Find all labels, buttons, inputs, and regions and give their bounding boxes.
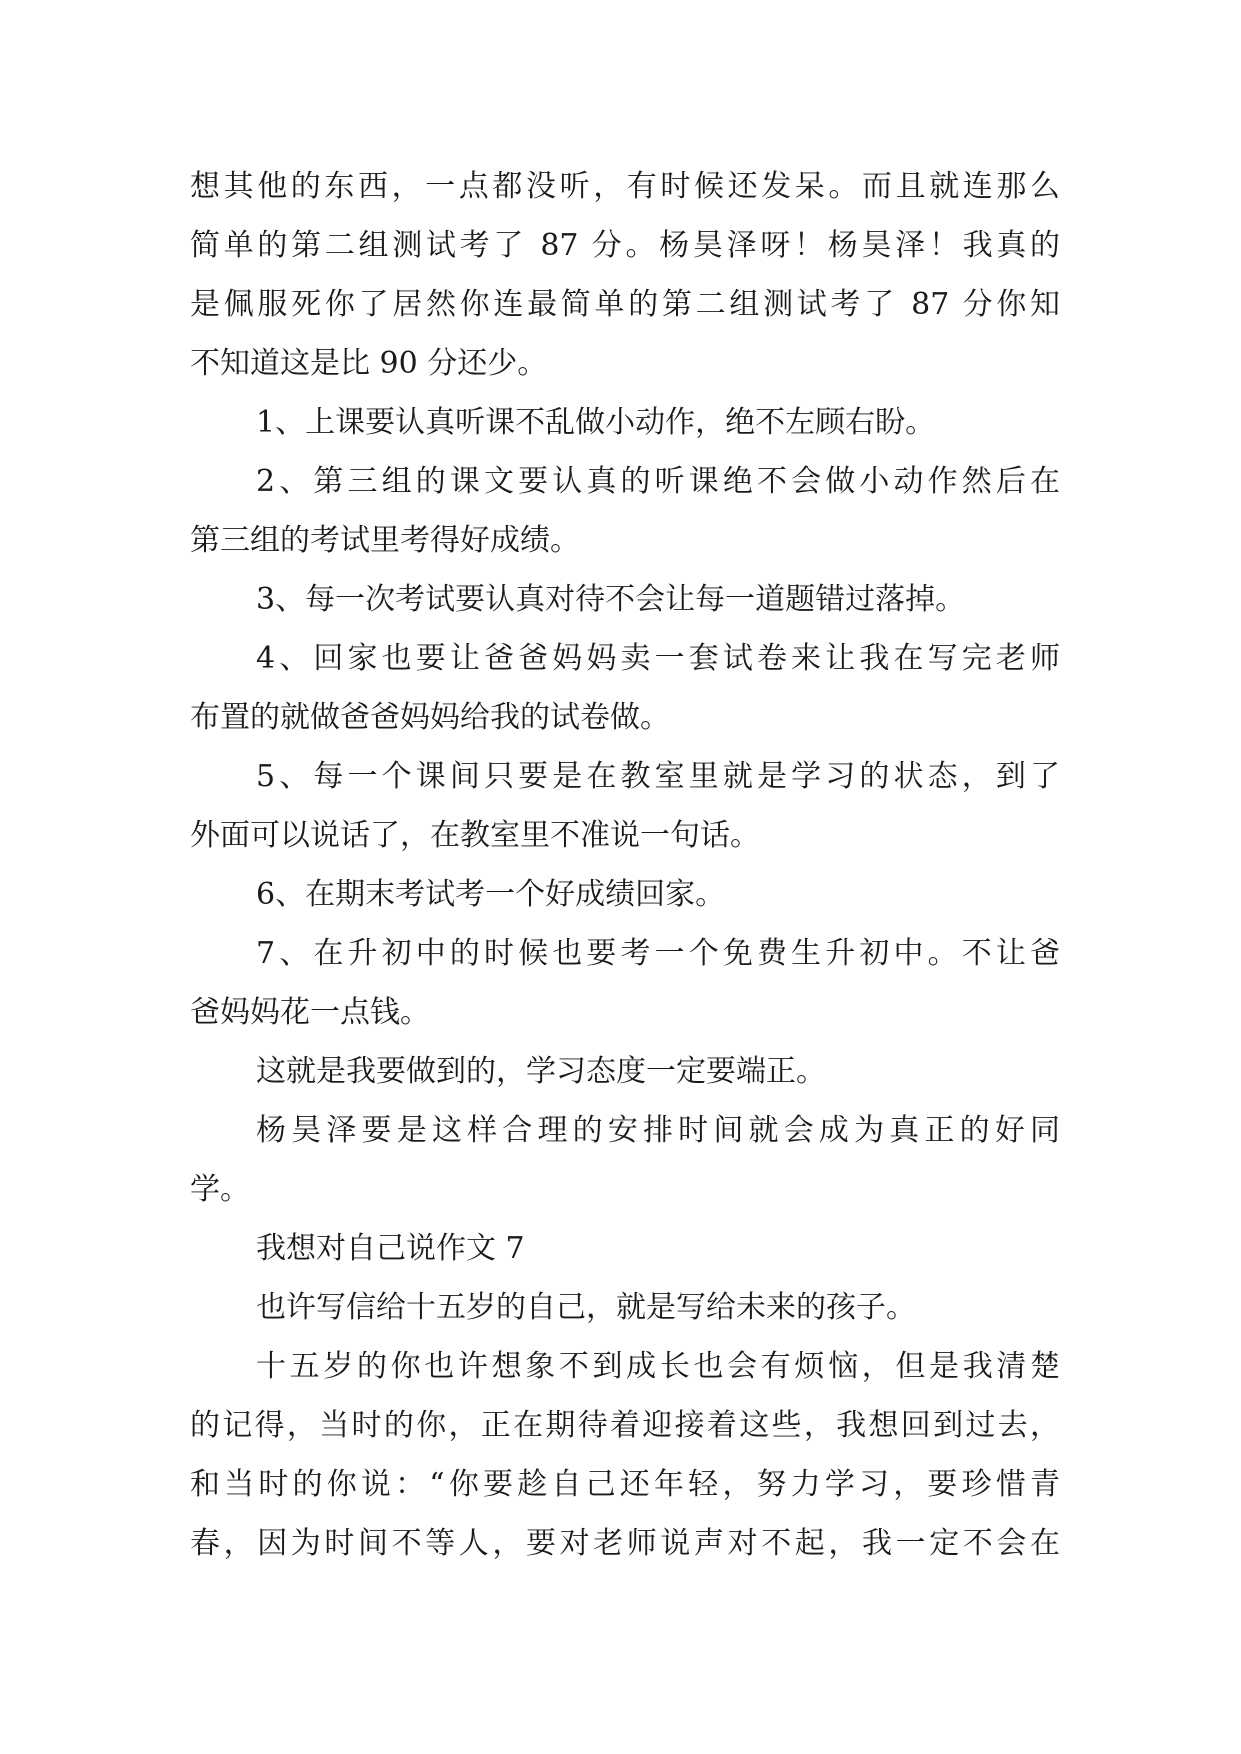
paragraph-line: 春，因为时间不等人，要对老师说声对不起，我一定不会在 — [190, 1526, 1060, 1561]
paragraph-line: 十五岁的你也许想象不到成长也会有烦恼，但是我清楚 — [256, 1349, 1060, 1384]
list-item-4: 4、回家也要让爸爸妈妈卖一套试卷来让我在写完老师 — [256, 641, 1060, 676]
list-item-2: 2、第三组的课文要认真的听课绝不会做小动作然后在 — [256, 464, 1060, 499]
list-item-2-continued: 第三组的考试里考得好成绩。 — [190, 523, 580, 558]
list-item-7: 7、在升初中的时候也要考一个免费生升初中。不让爸 — [256, 936, 1060, 971]
list-item-6: 6、在期末考试考一个好成绩回家。 — [256, 877, 726, 912]
paragraph-line: 是佩服死你了居然你连最简单的第二组测试考了 87 分你知 — [190, 287, 1060, 322]
paragraph-line: 学。 — [190, 1172, 250, 1207]
list-item-5-continued: 外面可以说话了，在教室里不准说一句话。 — [190, 818, 760, 853]
paragraph-line: 这就是我要做到的，学习态度一定要端正。 — [256, 1054, 826, 1089]
list-item-4-continued: 布置的就做爸爸妈妈给我的试卷做。 — [190, 700, 670, 735]
list-item-1: 1、上课要认真听课不乱做小动作，绝不左顾右盼。 — [256, 405, 936, 440]
paragraph-line: 简单的第二组测试考了 87 分。杨昊泽呀！杨昊泽！我真的 — [190, 228, 1060, 263]
paragraph-line: 的记得，当时的你，正在期待着迎接着这些，我想回到过去， — [190, 1408, 1060, 1443]
list-item-3: 3、每一次考试要认真对待不会让每一道题错过落掉。 — [256, 582, 966, 617]
paragraph-line: 杨昊泽要是这样合理的安排时间就会成为真正的好同 — [256, 1113, 1060, 1148]
paragraph-line: 也许写信给十五岁的自己，就是写给未来的孩子。 — [256, 1290, 916, 1325]
list-item-7-continued: 爸妈妈花一点钱。 — [190, 995, 430, 1030]
paragraph-line: 想其他的东西，一点都没听，有时候还发呆。而且就连那么 — [190, 169, 1060, 204]
list-item-5: 5、每一个课间只要是在教室里就是学习的状态，到了 — [256, 759, 1060, 794]
section-heading: 我想对自己说作文 7 — [256, 1231, 525, 1266]
paragraph-line: 和当时的你说：“你要趁自己还年轻，努力学习，要珍惜青 — [190, 1467, 1060, 1502]
paragraph-line: 不知道这是比 90 分还少。 — [190, 346, 548, 381]
document-page — [190, 0, 1060, 1754]
